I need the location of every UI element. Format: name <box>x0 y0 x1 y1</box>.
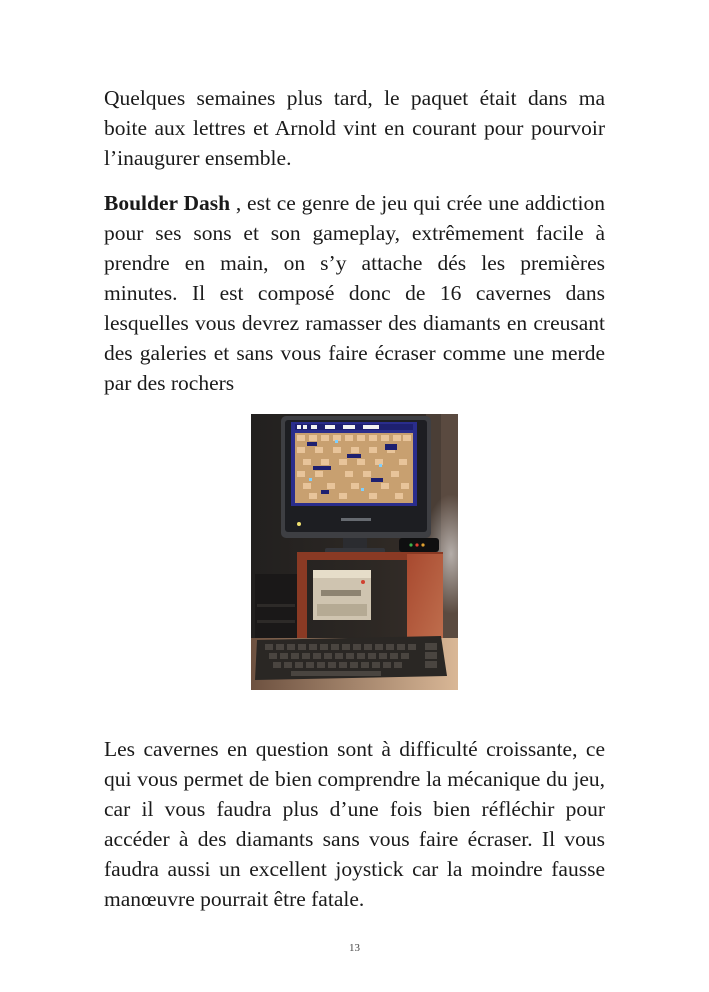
paragraph-caverns <box>104 734 605 914</box>
photo-retro-computer <box>251 414 458 690</box>
page-number: 13 <box>349 942 360 954</box>
photo-retro-computer-boulder-dash-icon <box>251 414 458 690</box>
paragraph-boulder-dash-text: , est ce genre de jeu qui crée une addiction pour ses sons et son gameplay, extrêmement facile à prendre en main, on s’y attache dés les premières minutes. Il est composé donc de 16 cavernes dans lesquelles vous devrez ramasser des diamants en creusant des galeries et sans vous faire écraser comme une merde par des rochers <box>104 191 605 395</box>
paragraph-boulder-dash <box>104 188 605 398</box>
paragraph-intro-text: Quelques semaines plus tard, le paquet était dans ma boite aux lettres et Arnold vint en courant pour pourvoir l’inaugurer ensemble. <box>104 86 605 170</box>
game-title: Boulder Dash <box>104 191 231 215</box>
paragraph-intro <box>104 83 605 173</box>
paragraph-caverns-text: Les cavernes en question sont à difficulté croissante, ce qui vous permet de bien comprendre la mécanique du jeu, car il vous faudra plus d’une fois bien réfléchir pour accéder à des diamants sans vous faire écraser. Il vous faudra aussi un excellent joystick car la moindre fausse manœuvre pourrait être fatale. <box>104 737 605 911</box>
